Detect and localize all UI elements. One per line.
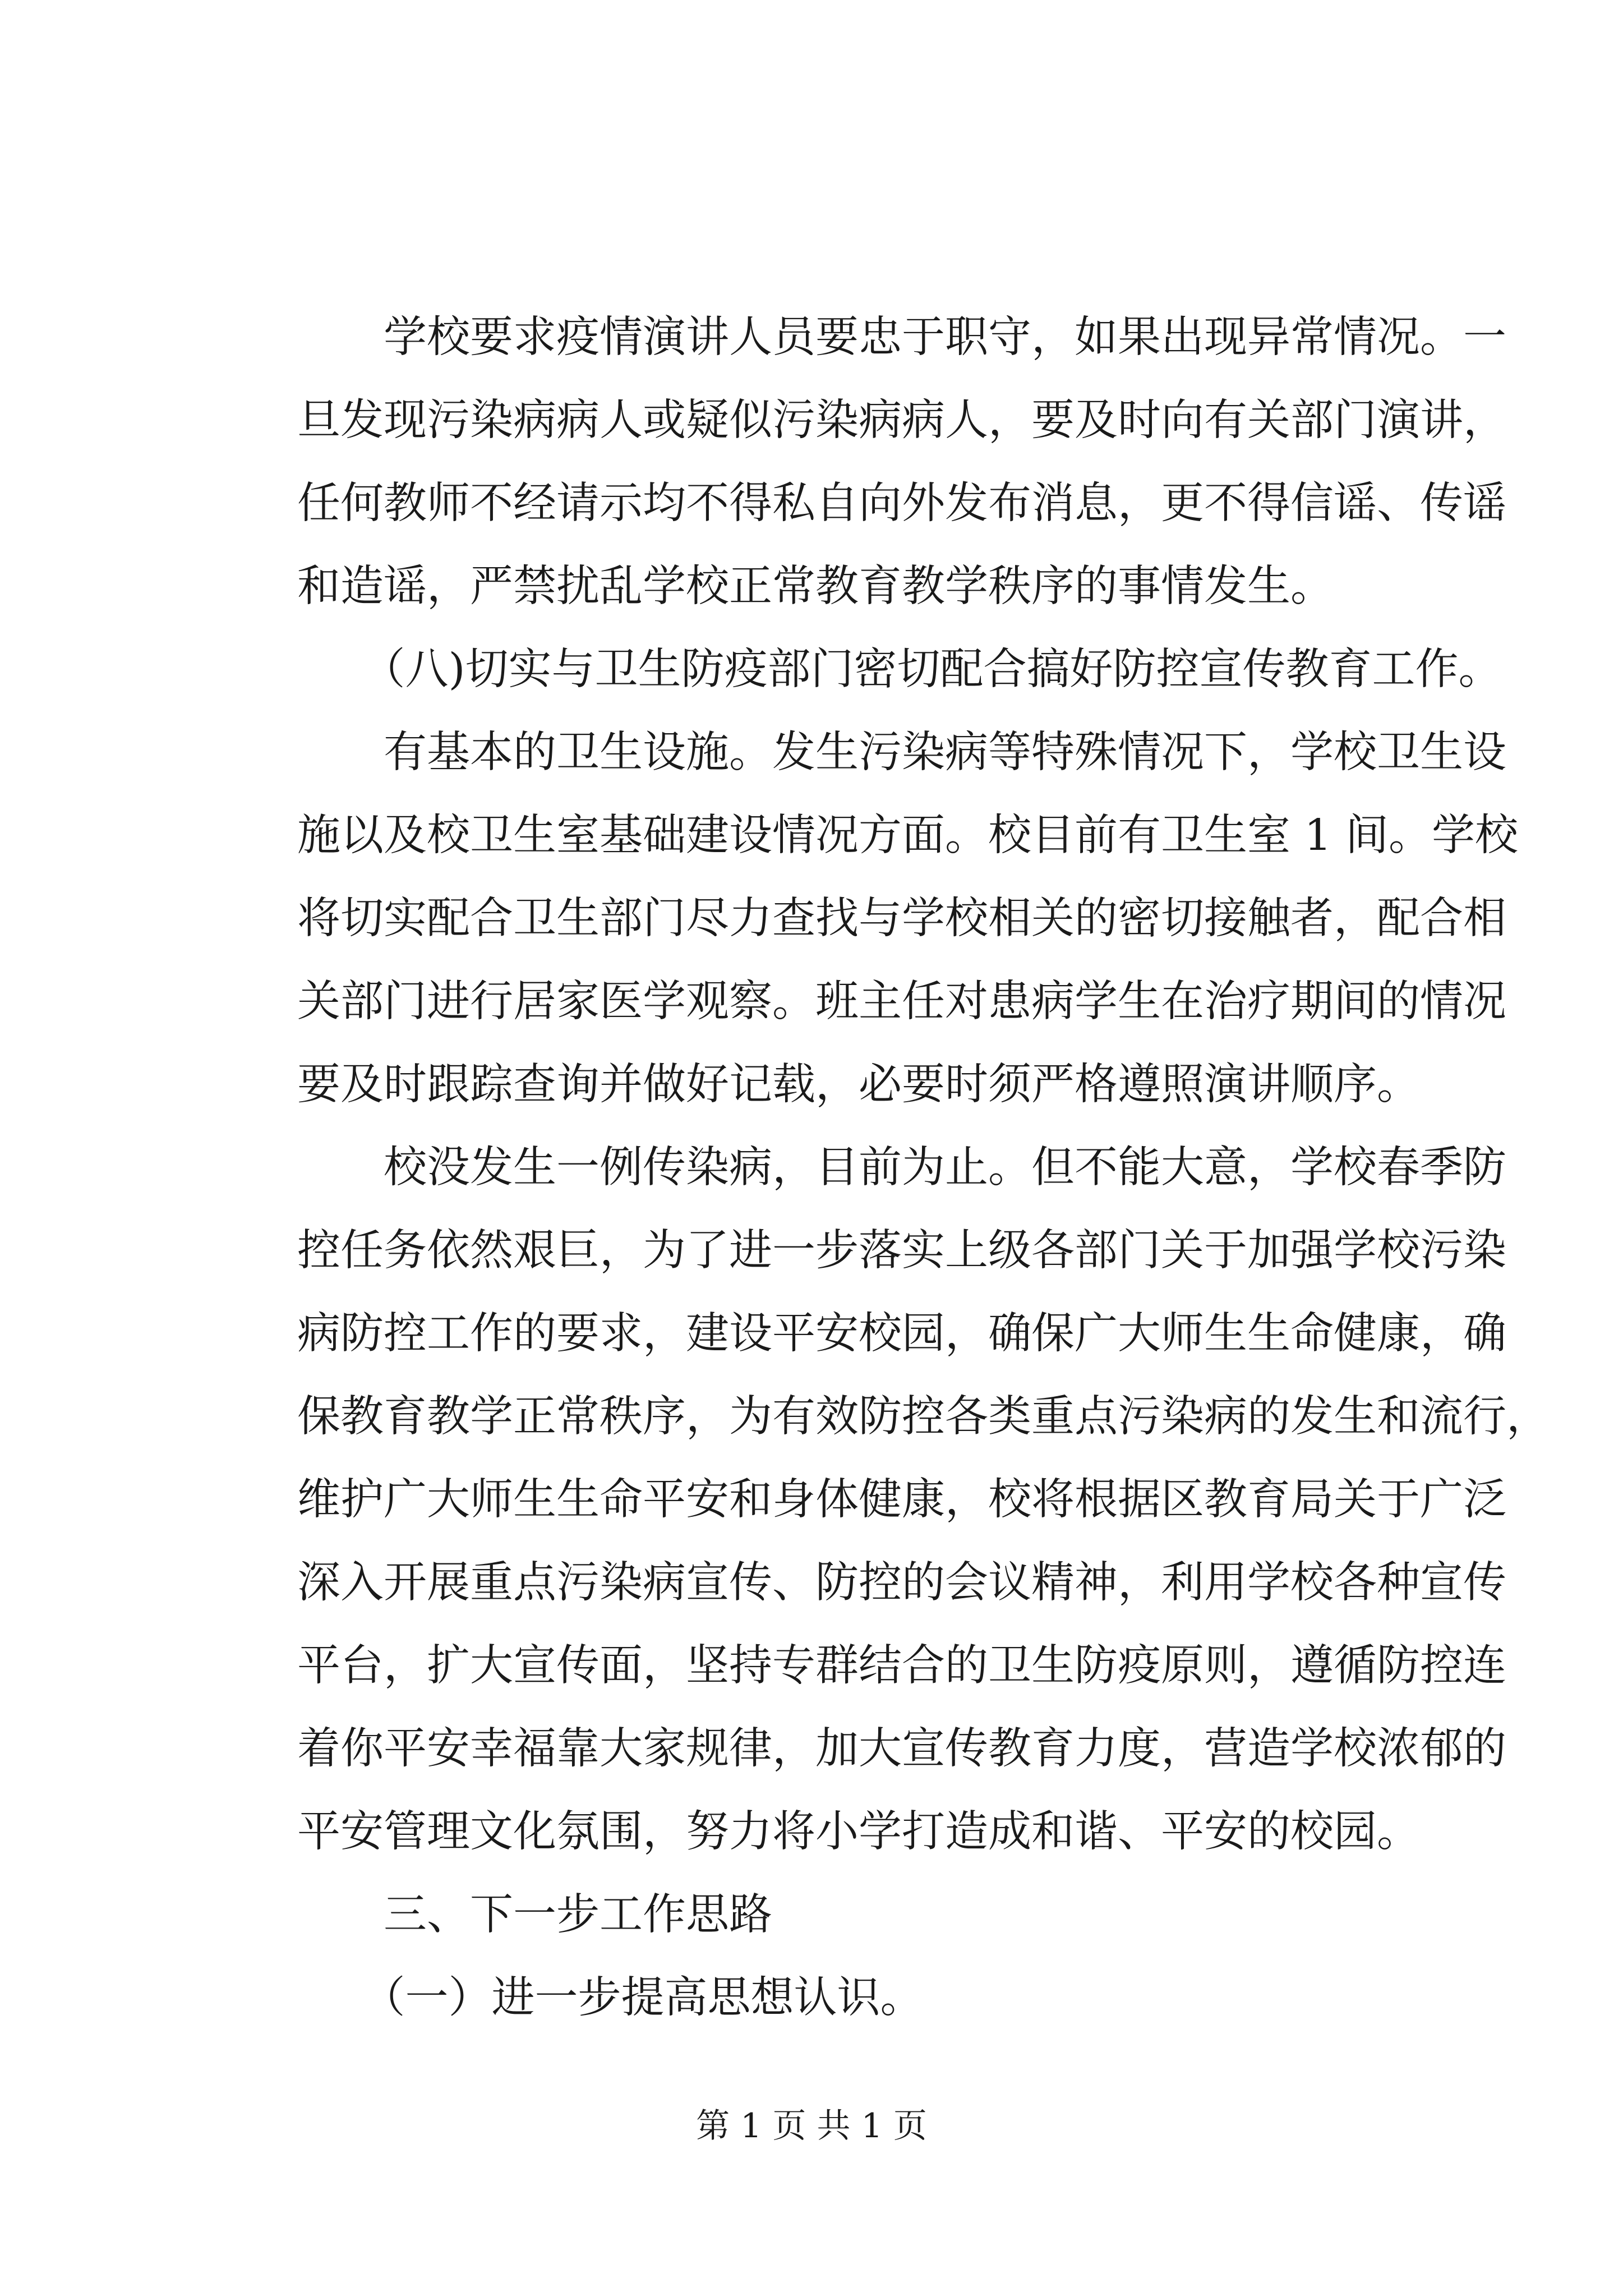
paragraph-line: 学校要求疫情演讲人员要忠于职守，如果出现异常情况。一 <box>297 312 1506 362</box>
page-footer: 第 1 页 共 1 页 <box>696 2106 927 2146</box>
paragraph-line: 要及时跟踪查询并做好记载，必要时须严格遵照演讲顺序。 <box>297 1060 1420 1110</box>
section-heading: （八)切实与卫生防疫部门密切配合搞好防控宣传教育工作。 <box>297 645 1502 694</box>
paragraph-line: 和造谣，严禁扰乱学校正常教育教学秩序的事情发生。 <box>297 562 1334 611</box>
paragraph-line: 保教育教学正常秩序，为有效防控各类重点污染病的发生和流行， <box>297 1392 1550 1442</box>
paragraph-line: 有基本的卫生设施。发生污染病等特殊情况下，学校卫生设 <box>297 728 1506 777</box>
paragraph-line: 旦发现污染病病人或疑似污染病病人，要及时向有关部门演讲， <box>297 395 1506 445</box>
paragraph-line: 平安管理文化氛围，努力将小学打造成和谐、平安的校园。 <box>297 1807 1420 1857</box>
paragraph-line: 着你平安幸福靠大家规律，加大宣传教育力度，营造学校浓郁的 <box>297 1724 1506 1774</box>
paragraph-line: 校没发生一例传染病，目前为止。但不能大意，学校春季防 <box>297 1143 1506 1193</box>
paragraph-line: 将切实配合卫生部门尽力查找与学校相关的密切接触者，配合相 <box>297 894 1506 944</box>
paragraph-line: 关部门进行居家医学观察。班主任对患病学生在治疗期间的情况 <box>297 977 1506 1027</box>
section-heading: （一）进一步提高思想认识。 <box>297 1973 924 2023</box>
paragraph-line: 维护广大师生生命平安和身体健康，校将根据区教育局关于广泛 <box>297 1475 1506 1525</box>
paragraph-line: 平台，扩大宣传面，坚持专群结合的卫生防疫原则，遵循防控连 <box>297 1641 1506 1691</box>
paragraph-line: 施以及校卫生室基础建设情况方面。校目前有卫生室 1 间。学校 <box>297 811 1518 861</box>
paragraph-line: 深入开展重点污染病宣传、防控的会议精神，利用学校各种宣传 <box>297 1558 1506 1608</box>
section-heading: 三、下一步工作思路 <box>297 1890 772 1940</box>
paragraph-line: 控任务依然艰巨，为了进一步落实上级各部门关于加强学校污染 <box>297 1226 1506 1276</box>
paragraph-line: 病防控工作的要求，建设平安校园，确保广大师生生命健康，确 <box>297 1309 1506 1359</box>
paragraph-line: 任何教师不经请示均不得私自向外发布消息，更不得信谣、传谣 <box>297 478 1506 528</box>
